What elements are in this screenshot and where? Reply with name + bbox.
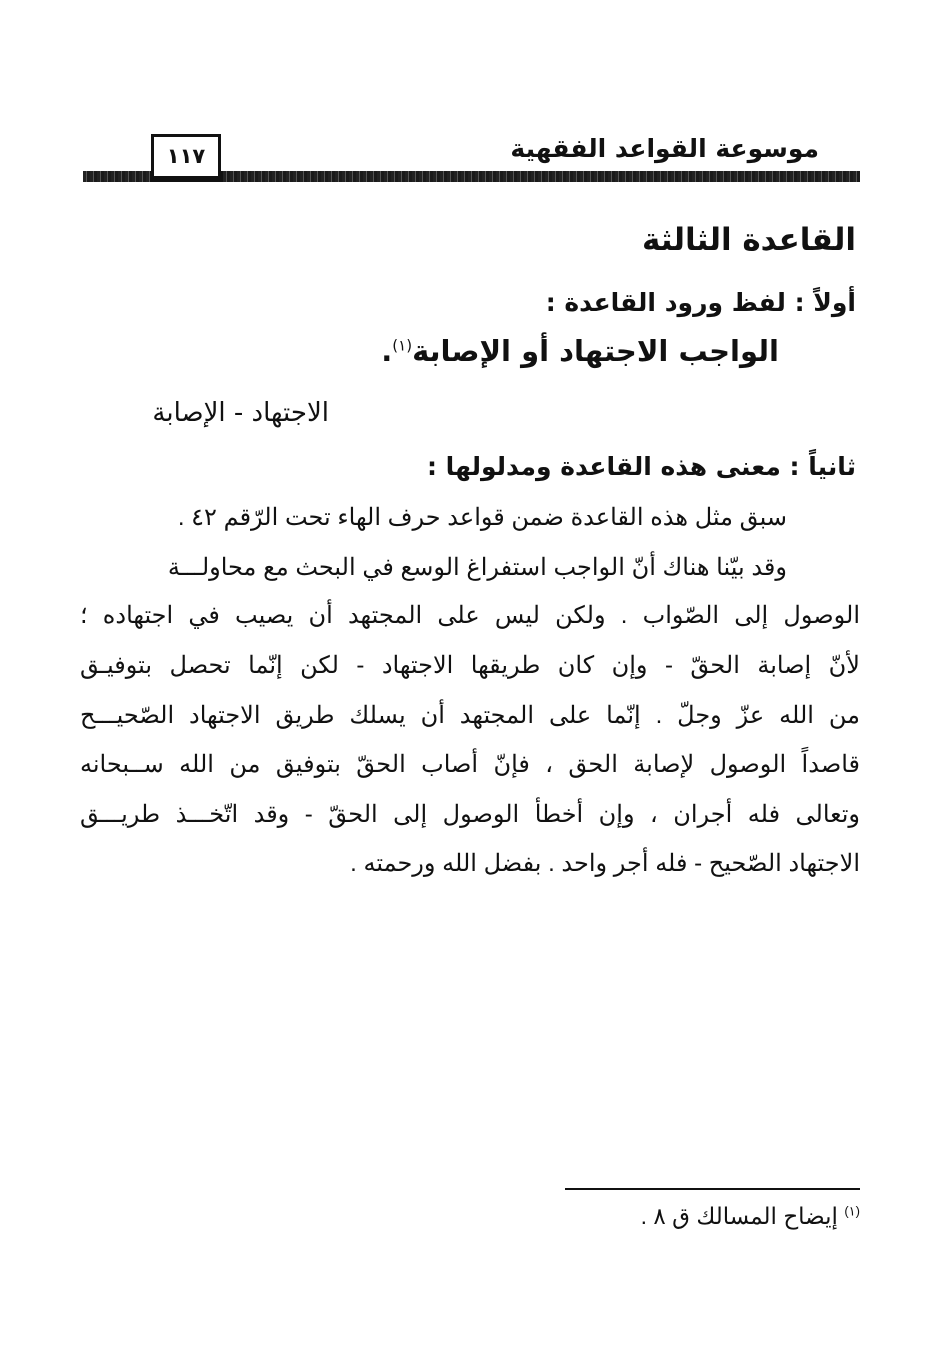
paragraph-line: قاصداً الوصول لإصابة الحق ، فإنّ أصاب الحقّ بتوفيق من الله ســبحانه bbox=[80, 751, 860, 778]
rule-statement-text: الواجب الاجتهاد أو الإصابة bbox=[412, 334, 779, 368]
section-two-heading: ثانياً : معنى هذه القاعدة ومدلولها : bbox=[426, 452, 856, 481]
paragraph-line: وتعالى فله أجران ، وإن أخطأ الوصول إلى الحقّ - وقد اتّخـــذ طريـــق bbox=[80, 801, 860, 828]
paragraph-line: من الله عزّ وجلّ . إنّما على المجتهد أن يسلك طريق الاجتهاد الصّحيـــح bbox=[80, 702, 860, 729]
paragraph-line: الوصول إلى الصّواب . ولكن ليس على المجتهد أن يصيب في اجتهاده ؛ bbox=[80, 602, 860, 629]
rule-title: القاعدة الثالثة bbox=[641, 222, 856, 258]
footnote bbox=[641, 1203, 860, 1230]
keywords: الاجتهاد - الإصابة bbox=[152, 398, 329, 428]
footnote-reference[interactable]: (١) bbox=[392, 336, 413, 355]
rule-statement-end: . bbox=[381, 334, 393, 368]
running-title: موسوعة القواعد الفقهية bbox=[510, 134, 819, 163]
section-one-heading: أولاً : لفظ ورود القاعدة : bbox=[545, 288, 856, 317]
paragraph-line: وقد بيّنا هناك أنّ الواجب استفراغ الوسع في البحث مع محاولـــة bbox=[167, 554, 787, 581]
page-number: ١١٧ bbox=[151, 134, 221, 176]
footnote-text: إيضاح المسالك ق ٨ . bbox=[640, 1203, 838, 1229]
paragraph-line: سبق مثل هذه القاعدة ضمن قواعد حرف الهاء تحت الرّقم ٤٢ . bbox=[177, 504, 787, 531]
paragraph-line: لأنّ إصابة الحقّ - وإن كان طريقها الاجتهاد - لكن إنّما تحصل بتوفيـق bbox=[80, 652, 860, 679]
paragraph-line: الاجتهاد الصّحيح - فله أجر واحد . بفضل الله ورحمته . bbox=[350, 850, 860, 877]
footnote-marker: (١) bbox=[844, 1203, 860, 1219]
rule-statement bbox=[381, 334, 779, 368]
footnote-separator bbox=[565, 1188, 860, 1190]
